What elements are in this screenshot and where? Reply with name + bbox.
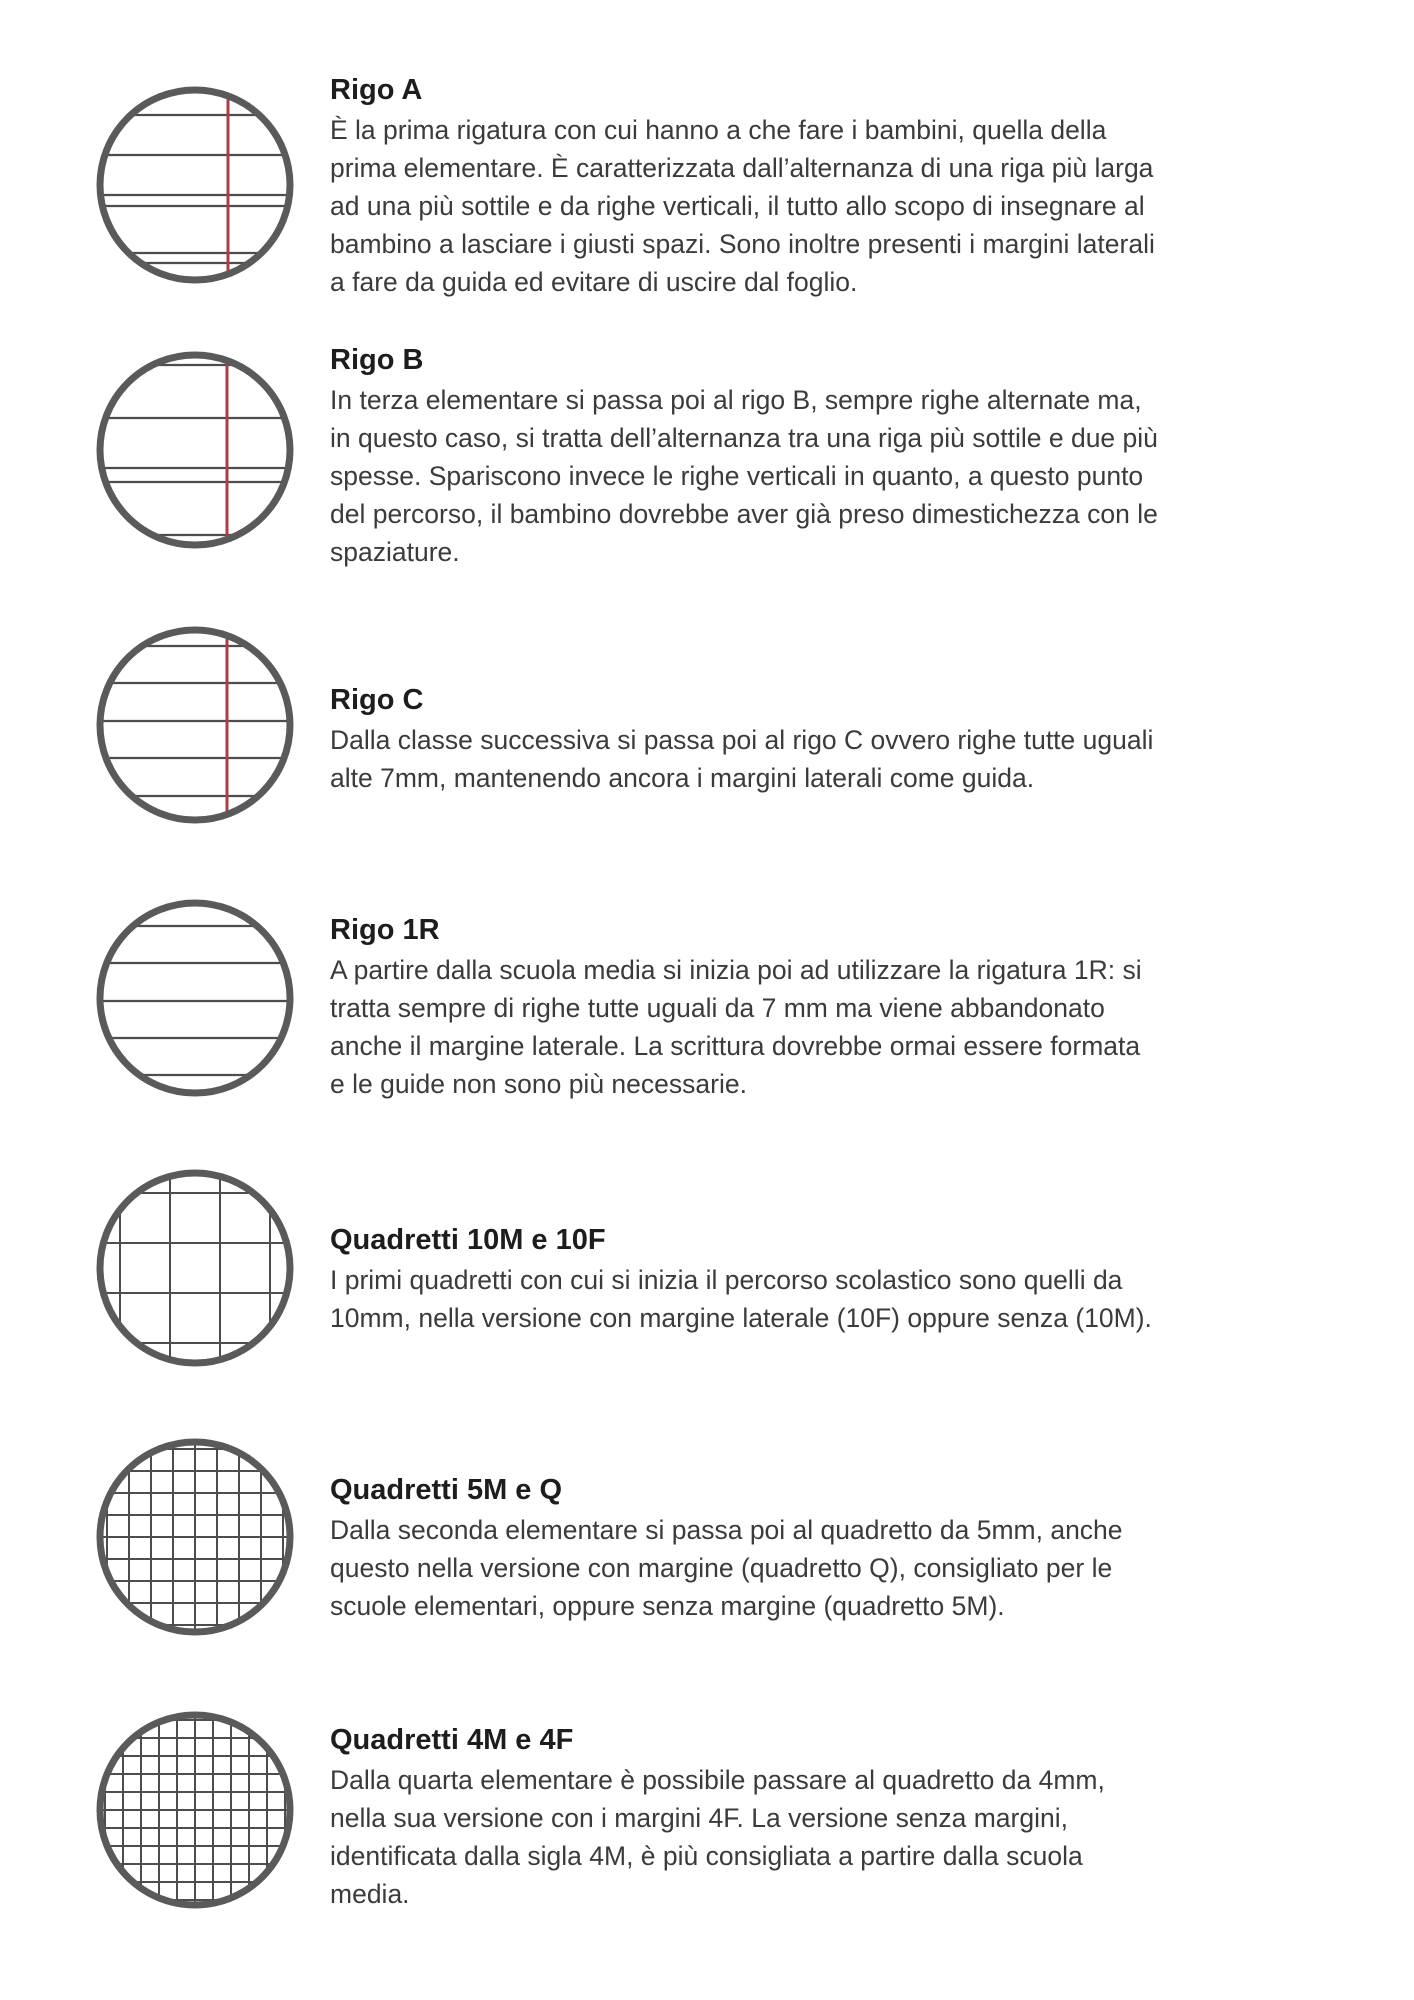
ruling-icon-svg bbox=[95, 85, 295, 285]
body-line: media. bbox=[330, 1879, 410, 1909]
body-line: a fare da guida ed evitare di uscire dal foglio. bbox=[330, 267, 858, 297]
section-text bbox=[330, 342, 1330, 571]
rigo-c-icon bbox=[95, 625, 295, 825]
section-title: Quadretti 10M e 10F bbox=[330, 1224, 606, 1256]
body-line: e le guide non sono più necessarie. bbox=[330, 1069, 747, 1099]
body-line: spesse. Spariscono invece le righe verticali in quanto, a questo punto bbox=[330, 461, 1144, 491]
ruling-icon-svg bbox=[95, 1437, 295, 1637]
section-title: Rigo C bbox=[330, 684, 424, 716]
body-line: spaziature. bbox=[330, 537, 460, 567]
quadretti-10-icon bbox=[95, 1168, 295, 1368]
body-line: nella sua versione con i margini 4F. La versione senza margini, bbox=[330, 1803, 1068, 1833]
section-text bbox=[330, 912, 1330, 1103]
quadretti-4-icon bbox=[95, 1710, 295, 1910]
ruling-icon-svg bbox=[95, 625, 295, 825]
section-body bbox=[330, 951, 1330, 1103]
ruling-icon-svg bbox=[95, 1710, 295, 1910]
body-line: tratta sempre di righe tutte uguali da 7 mm ma viene abbandonato bbox=[330, 993, 1105, 1023]
section-title: Rigo A bbox=[330, 74, 423, 106]
body-line: Dalla seconda elementare si passa poi al quadretto da 5mm, anche bbox=[330, 1515, 1123, 1545]
body-line: Dalla quarta elementare è possibile passare al quadretto da 4mm, bbox=[330, 1765, 1105, 1795]
section-text bbox=[330, 1722, 1330, 1913]
body-line: In terza elementare si passa poi al rigo B, sempre righe alternate ma, bbox=[330, 385, 1142, 415]
body-line: anche il margine laterale. La scrittura dovrebbe ormai essere formata bbox=[330, 1031, 1141, 1061]
section-body bbox=[330, 721, 1330, 797]
body-line: ad una più sottile e da righe verticali, il tutto allo scopo di insegnare al bbox=[330, 191, 1145, 221]
section-body bbox=[330, 1261, 1330, 1337]
body-line: bambino a lasciare i giusti spazi. Sono inoltre presenti i margini laterali bbox=[330, 229, 1155, 259]
section-body bbox=[330, 1761, 1330, 1913]
section-title: Rigo B bbox=[330, 344, 424, 376]
body-line: questo nella versione con margine (quadretto Q), consigliato per le bbox=[330, 1553, 1113, 1583]
section-text bbox=[330, 682, 1330, 797]
section-text bbox=[330, 1222, 1330, 1337]
body-line: A partire dalla scuola media si inizia poi ad utilizzare la rigatura 1R: si bbox=[330, 955, 1142, 985]
body-line: I primi quadretti con cui si inizia il percorso scolastico sono quelli da bbox=[330, 1265, 1123, 1295]
ruling-icon-svg bbox=[95, 1168, 295, 1368]
section-body bbox=[330, 381, 1330, 571]
body-line: È la prima rigatura con cui hanno a che fare i bambini, quella della bbox=[330, 115, 1107, 145]
body-line: in questo caso, si tratta dell’alternanza tra una riga più sottile e due più bbox=[330, 423, 1158, 453]
rigo-1r-icon bbox=[95, 898, 295, 1098]
section-body bbox=[330, 111, 1330, 301]
section-text bbox=[330, 72, 1330, 301]
body-line: alte 7mm, mantenendo ancora i margini laterali come guida. bbox=[330, 763, 1035, 793]
body-line: del percorso, il bambino dovrebbe aver già preso dimestichezza con le bbox=[330, 499, 1158, 529]
section-body bbox=[330, 1511, 1330, 1625]
section-title: Quadretti 4M e 4F bbox=[330, 1724, 574, 1756]
body-line: 10mm, nella versione con margine laterale (10F) oppure senza (10M). bbox=[330, 1303, 1152, 1333]
rigo-b-icon bbox=[95, 350, 295, 550]
section-title: Rigo 1R bbox=[330, 914, 440, 946]
ruling-icon-svg bbox=[95, 898, 295, 1098]
section-title: Quadretti 5M e Q bbox=[330, 1474, 563, 1506]
body-line: prima elementare. È caratterizzata dall’alternanza di una riga più larga bbox=[330, 153, 1154, 183]
body-line: scuole elementari, oppure senza margine (quadretto 5M). bbox=[330, 1591, 1005, 1621]
body-line: Dalla classe successiva si passa poi al rigo C ovvero righe tutte uguali bbox=[330, 725, 1154, 755]
rigo-a-icon bbox=[95, 85, 295, 285]
ruling-icon-svg bbox=[95, 350, 295, 550]
body-line: identificata dalla sigla 4M, è più consigliata a partire dalla scuola bbox=[330, 1841, 1083, 1871]
quadretti-5-icon bbox=[95, 1437, 295, 1637]
section-text bbox=[330, 1472, 1330, 1625]
